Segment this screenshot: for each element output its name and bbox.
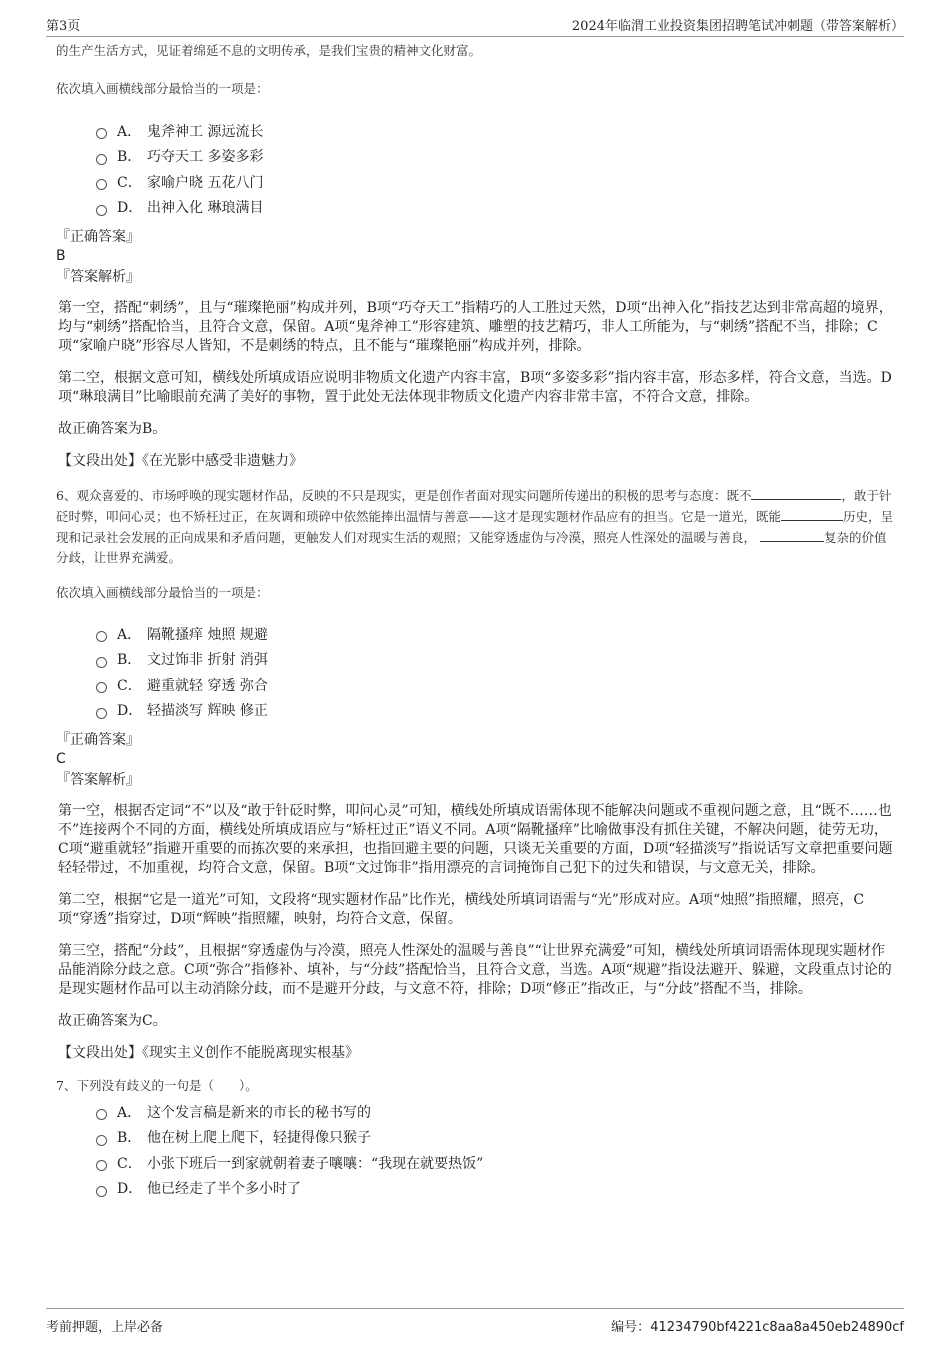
q6-answer: C bbox=[56, 751, 66, 767]
radio-icon[interactable] bbox=[96, 128, 107, 139]
blank-3 bbox=[760, 527, 824, 542]
q5-answer-label: 『正确答案』 bbox=[56, 229, 140, 245]
blank-2 bbox=[781, 506, 843, 521]
q5-analysis-label: 『答案解析』 bbox=[56, 269, 140, 285]
q7-option-b[interactable]: B． 他在树上爬上爬下，轻捷得像只猴子 bbox=[96, 1125, 896, 1151]
radio-icon[interactable] bbox=[96, 179, 107, 190]
q6-answer-label: 『正确答案』 bbox=[56, 732, 140, 748]
document-title: 2024年临渭工业投资集团招聘笔试冲刺题（带答案解析） bbox=[571, 19, 904, 34]
q6-option-a[interactable]: A． 隔靴搔痒 烛照 规避 bbox=[96, 621, 896, 647]
radio-icon[interactable] bbox=[96, 1109, 107, 1120]
q6-option-d[interactable]: D． 轻描淡写 辉映 修正 bbox=[96, 698, 896, 724]
blank-1 bbox=[751, 485, 841, 500]
q6-analysis-p3: 第三空，搭配“分歧”，且根据“穿透虚伪与冷漠，照亮人性深处的温暖与善良”“让世界充满爱”可知，横线处所填词语需体现现实题材作品能消除分歧之意。C项“弥合”指修补、填补，与“分歧”搭配恰当，且符合文意，当选。A项“规避”指设法避开、躲避，文段重点讨论的是现实题材作品可以主动消除分歧，而不是避开分歧，与文意不符，排除；D项“修正”指改正，与“分歧”搭配不当，排除。 bbox=[58, 943, 892, 997]
q6-source: 【文段出处】《现实主义创作不能脱离现实根基》 bbox=[58, 1045, 359, 1061]
page-header bbox=[46, 12, 904, 37]
q5-option-c[interactable]: C． 家喻户晓 五花八门 bbox=[96, 169, 896, 195]
radio-icon[interactable] bbox=[96, 657, 107, 668]
q5-conclusion: 故正确答案为B。 bbox=[58, 421, 167, 437]
radio-icon[interactable] bbox=[96, 154, 107, 165]
radio-icon[interactable] bbox=[96, 682, 107, 693]
footer-slogan: 考前押题，上岸必备 bbox=[46, 1320, 164, 1335]
radio-icon[interactable] bbox=[96, 205, 107, 216]
radio-icon[interactable] bbox=[96, 631, 107, 642]
q5-option-d[interactable]: D． 出神入化 琳琅满目 bbox=[96, 195, 896, 221]
radio-icon[interactable] bbox=[96, 1160, 107, 1171]
q7-option-a[interactable]: A． 这个发言稿是新来的市长的秘书写的 bbox=[96, 1099, 896, 1125]
q7-options bbox=[56, 1099, 896, 1201]
document-code: 编号：41234790bf4221c8aa8a450eb24890cf bbox=[611, 1320, 904, 1335]
q5-analysis-p1: 第一空，搭配“刺绣”，且与“璀璨艳丽”构成并列，B项“巧夺天工”指精巧的人工胜过天然，D项“出神入化”指技艺达到非常高超的境界，均与“刺绣”搭配恰当，且符合文意，保留。A项“鬼斧神工”形容建筑、雕塑的技艺精巧，非人工所能为，与“刺绣”搭配不当，排除；C项“家喻户晓”形容尽人皆知，不是刺绣的特点，且不能与“璀璨艳丽”构成并列，排除。 bbox=[58, 300, 893, 354]
page-number: 第3页 bbox=[46, 19, 81, 34]
q7-stem: 7、下列没有歧义的一句是（ ）。 bbox=[56, 1078, 258, 1093]
radio-icon[interactable] bbox=[96, 708, 107, 719]
q5-prompt: 依次填入画横线部分最恰当的一项是： bbox=[56, 81, 269, 96]
q5-answer: B bbox=[56, 248, 66, 264]
q6-option-c[interactable]: C． 避重就轻 穿透 弥合 bbox=[96, 672, 896, 698]
q6-option-b[interactable]: B． 文过饰非 折射 消弭 bbox=[96, 647, 896, 673]
q6-analysis-p1: 第一空，根据否定词“不”以及“敢于针砭时弊，叩问心灵”可知，横线处所填成语需体现不能解决问题或不重视问题之意，且“既不……也不”连接两个不同的方面，横线处所填成语应与“矫枉过正”语义不同。A项“隔靴搔痒”比喻做事没有抓住关键，不解决问题，徒劳无功，C项“避重就轻”指避开重要的而拣次要的来承担，也指回避主要的问题，只谈无关重要的方面，D项“轻描淡写”指说话写文章把重要问题轻轻带过，不加重视，均符合文意，保留。B项“文过饰非”指用漂亮的言词掩饰自己犯下的过失和错误，与文意无关，排除。 bbox=[58, 803, 893, 876]
radio-icon[interactable] bbox=[96, 1135, 107, 1146]
q6-analysis-p2: 第二空，根据“它是一道光”可知，文段将“现实题材作品”比作光，横线处所填词语需与“光”形成对应。A项“烛照”指照耀，照亮，C项“穿透”指穿过，D项“辉映”指照耀，映射，均符合文意，保留。 bbox=[58, 892, 865, 927]
q6-prompt: 依次填入画横线部分最恰当的一项是： bbox=[56, 585, 269, 600]
radio-icon[interactable] bbox=[96, 1186, 107, 1197]
q6-analysis-label: 『答案解析』 bbox=[56, 772, 140, 788]
q7-option-d[interactable]: D． 他已经走了半个多小时了 bbox=[96, 1176, 896, 1202]
q6-conclusion: 故正确答案为C。 bbox=[58, 1013, 167, 1029]
q5-option-b[interactable]: B． 巧夺天工 多姿多彩 bbox=[96, 144, 896, 170]
page-footer bbox=[46, 1308, 904, 1335]
q5-analysis-p2: 第二空，根据文意可知，横线处所填成语应说明非物质文化遗产内容丰富，B项“多姿多彩”指内容丰富，形态多样，符合文意，当选。D项“琳琅满目”比喻眼前充满了美好的事物，置于此处无法体现非物质文化遗产内容非常丰富，不符合文意，排除。 bbox=[58, 370, 892, 405]
q7-option-c[interactable]: C． 小张下班后一到家就朝着妻子嚷嚷：“我现在就要热饭” bbox=[96, 1150, 896, 1176]
q6-options bbox=[56, 621, 896, 723]
page-content bbox=[56, 40, 896, 1201]
q5-option-a[interactable]: A． 鬼斧神工 源远流长 bbox=[96, 118, 896, 144]
intro-line: 的生产生活方式，见证着绵延不息的文明传承，是我们宝贵的精神文化财富。 bbox=[56, 43, 482, 58]
q5-source: 【文段出处】《在光影中感受非遗魅力》 bbox=[58, 453, 303, 469]
q5-options bbox=[56, 118, 896, 220]
q6-stem: 6、观众喜爱的、市场呼唤的现实题材作品，反映的不只是现实，更是创作者面对现实问题所传递出的积极的思考与态度：既不 ，敢于针砭时弊，叩问心灵；也不矫枉过正，在灰调和琐碎中依然能捧出温情与善意——这才是现实题材作品应有的担当。它是一道光，既能 历史，呈现和记录社会发展的正向成果和矛盾问题，更触发人们对现实生活的观照；又能穿透虚伪与冷漠，照亮人性深处的温暖与善良， 复杂的价值分歧，让世界充满爱。 bbox=[56, 485, 896, 568]
